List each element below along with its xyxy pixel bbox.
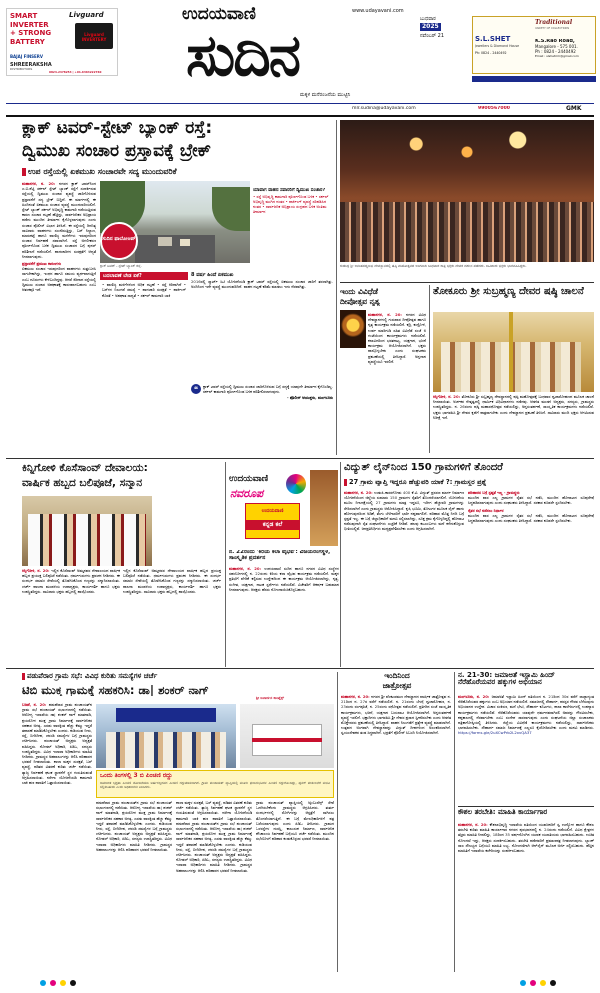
story1-body-text: ನಗರದ ಕ್ಲಾಕ್ ಟವರ್‌ನಿಂದ ಎ.ಬಿ.ಶೆಟ್ಟಿ ಸರ್ಕಲ್ ಸ್ಟೇಟ್ ಬ್ಯಾಂಕ್ ರಸ್ತೆಗೆ ಸಂಪರ್ಕಿಸುವ ರಸ್ತೆಯಲ್ಲಿ ದ್ವಿಮುಖ ಸಂಚಾರ ವ್ಯವಸ್ಥೆ ಜಾರಿಗೊಳಿಸುವ ಪ್ರಸ್ತಾವನೆಗೆ ಸದ್ಯ ಬ್ರೇಕ್ ಬಿದ್ದಿದೆ. ಈ ಮಾರ್ಗದಲ್ಲಿ ಈ ಹಿಂದಿನಂತೆ ಏಕಮುಖ ಸಂಚಾರ ವ್ಯವಸ್ಥೆ ಮುಂದುವರಿಯಲಿದೆ. ಸ್ಟೇಟ್ ಬ್ಯಾಂಕ್ ಸರ್ಕಲ್ ಅಭಿವೃದ್ಧಿ ಕಾಮಗಾರಿ ನಡೆಯುತ್ತಿರುವ ಕಾರಣ ಸಂಚಾರ ದಟ್ಟಣೆ ಹೆಚ್ಚಿದ್ದು, ಸಾರ್ವಜನಿಕರ ಅಭಿಪ್ರಾಯ ಪಡೆದು ಮುಂದಿನ ತೀರ್ಮಾನ ಕೈಗೊಳ್ಳಲಾಗುವುದು ಎಂದು ಸಂಚಾರ ಪೊಲೀಸ್ ವಿಭಾಗ ತಿಳಿಸಿದೆ. ಈ ರಸ್ತೆಯಲ್ಲಿ ದಿನನಿತ್ಯ ಸಾವಿರಾರು ವಾಹನಗಳು ಸಂಚರಿಸುತ್ತಿದ್ದು, ಬಸ್ ನಿಲ್ದಾಣ, ಮಾರುಕಟ್ಟೆ ಹಾಗೂ ವಾಣಿಜ್ಯ ಮಳಿಗೆಗಳು ಇರುವುದರಿಂದ ಸಂಚಾರ ನಿರ್ವಹಣೆ ಸವಾಲಾಗಿದೆ. ರಸ್ತೆ ಅಗಲೀಕರಣ ಪೂರ್ಣಗೊಂಡ ಬಳಿಕ ದ್ವಿಮುಖ ಸಂಚಾರದ ಬಗ್ಗೆ ಪುನರ್ ಪರಿಶೀಲನೆ ನಡೆಯಲಿದೆ. ಪಾದಚಾರಿಗಳ ಸುರಕ್ಷತೆಗೆ ಆದ್ಯತೆ ನೀಡಲಾಗುವುದು. (22, 181, 96, 259)
address-city: Mangalore - 575 001. (535, 44, 578, 49)
qa-title: ಯಾವಾಗ ವಾಹನ ಸವಾರರಿಗೆ ದ್ವಿಮುಖ ಸಂಚಾರ? (253, 188, 326, 193)
pension-body: ಸಾಮಾಜಿಕ ಭದ್ರತಾ ಪಿಂಚಣಿ ಯೋಜನೆಯಡಿ ಅರ್ಹರಲ್ಲದವರ ಪಿಂಚಣಿ ರದ್ದುಪಡಿಸಲಾಗಿದೆ. ಗ್ರಾಮ ಪಂಚಾಯತ್ ವ್ಯಾಪ್ತಿಯಲ್ಲಿ ಮೂರು ಫಲಾನುಭವಿಗಳ ಪಿಂಚಣಿ ರದ್ದುಗೊಂಡಿದ್ದು, ಪುನರ್ ಪರಿಶೀಲನೆಗೆ ಮನವಿ ಸಲ್ಲಿಸಬಹುದು ಎಂದು ಅಧಿಕಾರಿಗಳು ತಿಳಿಸಿದರು. (100, 780, 330, 789)
kinnigoli-photo (22, 496, 152, 566)
subhead-marker (344, 479, 347, 486)
gramasabha-body (22, 702, 92, 972)
temple-crowd-photo (340, 120, 594, 262)
section-rule (6, 668, 594, 669)
reg-mark (70, 980, 76, 986)
story1-headline-2: ದ್ವಿಮುಖ ಸಂಚಾರ ಪ್ರಸ್ತಾವಕ್ಕೆ ಬ್ರೇಕ್ (22, 143, 211, 161)
ambulance-stripe (252, 738, 322, 742)
masthead-tagline: ಮಕ್ಕಳ ಮನೆರಂಜನೆಯ ಮುಟ್ಟಿನಿ (300, 92, 351, 98)
story1-subsection: ಪ್ರಸ್ತಾವನೆಗೆ ಪ್ರಮುಖ ಕಾರಣಗಳು (22, 261, 62, 267)
subhead-text: ಉಪ ರಸ್ತೆಯಲ್ಲಿ ಏಕಮುಖ ಸಂಚಾರವೇ ಸದ್ಯ ಮುಂದುವರಿಕೆ (28, 167, 177, 176)
thokur-dateline: ಕಿನ್ನಿಗೋಳಿ, ನ. 20: (433, 394, 461, 399)
gramasabha-body-text-4: ಶಾಲಾ ಮಕ್ಕಳ ಸುರಕ್ಷತೆ, ಬಸ್ ವ್ಯವಸ್ಥೆ, ಪಡಿತರ ವಿತರಣೆ ಕುರಿತು ಚರ್ಚೆ ನಡೆಯಿತು. ತ್ಯಾಜ್ಯ ನಿರ್ವಹಣೆ ಘಟಕ ಸ್ಥಾಪನೆಗೆ ಸ್ಥಳ ಗುರುತಿಸುವಂತೆ ಆಗ್ರಹಿಸಲಾಯಿತು. ನರೇಗಾ ಯೋಜನೆಯಡಿ ಕಾಮಗಾರಿ ಬಾಕಿ ಹಣ ಪಾವತಿಗೆ ಒತ್ತಾಯಿಸಲಾಯಿತು. (176, 800, 252, 821)
address-email: Email : slshetmlr@gmail.com (535, 54, 579, 58)
dance-body (340, 312, 426, 452)
gramasabha-body-text-2: ಶಾಲಾ ಮಕ್ಕಳ ಸುರಕ್ಷತೆ, ಬಸ್ ವ್ಯವಸ್ಥೆ, ಪಡಿತರ ವಿತರಣೆ ಕುರಿತು ಚರ್ಚೆ ನಡೆಯಿತು. ತ್ಯಾಜ್ಯ ನಿರ್ವಹಣೆ ಘಟಕ ಸ್ಥಾಪನೆಗೆ ಸ್ಥಳ ಗುರುತಿಸುವಂತೆ ಆಗ್ರಹಿಸಲಾಯಿತು. ನರೇಗಾ ಯೋಜನೆಯಡಿ ಕಾಮಗಾರಿ ಬಾಕಿ ಹಣ ಪಾವತಿಗೆ ಒತ್ತಾಯಿಸಲಾಯಿತು. (22, 759, 92, 786)
ambulance-photo (240, 704, 334, 768)
quote-icon: ❝ (191, 384, 201, 394)
gramasabha-body-col2 (96, 800, 172, 972)
thokur-body (433, 394, 594, 454)
gramasabha-headline: ಟಿಬಿ ಮುಕ್ತ ಗ್ರಾಮಕ್ಕೆ ಸಹಕರಿಸಿ: ಡಾ| ಶಂಕರ್ ನಾಗ್ (22, 684, 209, 697)
navaroopa-udayavani: ಉದಯವಾಣಿ (229, 474, 269, 484)
jamaat-body (458, 694, 594, 804)
navaroopa-body-text: ಉದಯವಾಣಿ ಸುದಿನ ಹಾಗೂ ನಗರದ ವಿವಿಧ ಸಂಸ್ಥೆಗಳ ಸಹಯೋಗದಲ್ಲಿ ನ. 22ರಂದು ಕಿರಿಯ ಕಲಾ ವೈಭವ ಕಾರ್ಯಕ್ರಮ ನಡೆಯಲಿದೆ. ಮಕ್ಕಳ ಪ್ರತಿಭೆಗೆ ವೇದಿಕೆ ಕಲ್ಪಿಸುವ ಉದ್ದೇಶದಿಂದ ಈ ಕಾರ್ಯಕ್ರಮ ಆಯೋಜಿಸಲಾಗಿದ್ದು, ನೃತ್ಯ, ಸಂಗೀತ, ಯಕ್ಷಗಾನ, ನಾಟಕ ಸ್ಪರ್ಧೆಗಳು ನಡೆಯಲಿವೆ. ವಿಜೇತರಿಗೆ ಆಕರ್ಷಕ ಬಹುಮಾನ ನೀಡಲಾಗುವುದು. ಆಸಕ್ತರು ಹೆಸರು ನೋಂದಾಯಿಸಿಕೊಳ್ಳಬಹುದು. (229, 566, 339, 592)
jamaat-body-text: ಜಮಾಅತೆ ಇಸ್ಲಾಮಿ ಹಿಂದ್ ವತಿಯಿಂದ ನ. 21ರಿಂದ 30ರ ವರೆಗೆ ರಾಜ್ಯಾದ್ಯಂತ ನೆರೆಹೊರೆಯವರ ಹಕ್ಕುಗಳು ಎಂಬ ಅಭಿಯಾನ ನಡೆಯಲಿದೆ. ಸಮಾಜದಲ್ಲಿ ಸೌಹಾರ್ದ, ಪರಸ್ಪರ ಗೌರವ ಬೆಳೆಸುವುದು ಅಭಿಯಾನದ ಉದ್ದೇಶ. ವಿಚಾರ ಸಂಕಿರಣ, ಮನೆ ಭೇಟಿ, ಸೌಹಾರ್ದ ಕೂಟಗಳು, ಶಾಲಾ ಕಾಲೇಜುಗಳಲ್ಲಿ ಉಪನ್ಯಾಸ ಕಾರ್ಯಕ್ರಮಗಳು ನಡೆಯಲಿವೆ. ನೆರೆಹೊರೆಯವರು ಯಾವುದೇ ಧರ್ಮದವರಾಗಿರಲಿ ಅವರನ್ನು ಗೌರವಿಸಬೇಕು, ಕಷ್ಟಕಾಲದಲ್ಲಿ ನೆರವಾಗಬೇಕು ಎಂಬ ಸಂದೇಶ ಸಾರಲಾಗುವುದು ಎಂದು ಸಂಘಟನೆಯ ಜಿಲ್ಲಾ ಸಂಚಾಲಕರು ಪತ್ರಿಕಾಗೋಷ್ಠಿಯಲ್ಲಿ ತಿಳಿಸಿದರು. ಜಿಲ್ಲೆಯ ವಿವಿಧೆಡೆ ಕಾರ್ಯಕ್ರಮಗಳು ನಡೆಯಲಿದ್ದು, ಸಾರ್ವಜನಿಕರು ಭಾಗವಹಿಸಬೇಕು. ಸೌಹಾರ್ದ ಸಮಾಜ ನಿರ್ಮಾಣಕ್ಕೆ ಎಲ್ಲರೂ ಕೈಜೋಡಿಸಬೇಕು ಎಂದು ಮನವಿ ಮಾಡಿದರು. (458, 694, 594, 731)
gramasabha-body-text-3: ಪಡುಪೆರಾರ ಗ್ರಾಮ ಪಂಚಾಯತ್‌ನ ಗ್ರಾಮ ಸಭೆ ಪಂಚಾಯತ್ ಸಭಾಂಗಣದಲ್ಲಿ ನಡೆಯಿತು. ಆರೋಗ್ಯ ಇಲಾಖೆಯ ಡಾ| ಶಂಕರ್ ನಾಗ್ ಮಾತನಾಡಿ, ಕ್ಷಯರೋಗ ಮುಕ್ತ ಗ್ರಾಮ ನಿರ್ಮಾಣಕ್ಕೆ ಸಾರ್ವಜನಿಕರ ಸಹಕಾರ ಅಗತ್ಯ. ಎರಡು ವಾರಕ್ಕಿಂತ ಹೆಚ್ಚು ಕೆಮ್ಮು ಇದ್ದರೆ ತಪಾಸಣೆ ಮಾಡಿಸಿಕೊಳ್ಳಬೇಕು ಎಂದರು. ಕುಡಿಯುವ ನೀರು, ರಸ್ತೆ, ಬೀದಿದೀಪ, ಚರಂಡಿ ಸಮಸ್ಯೆಗಳ ಬಗ್ಗೆ ಗ್ರಾಮಸ್ಥರು ಚರ್ಚಿಸಿದರು. ಪಂಚಾಯತ್ ಅಧ್ಯಕ್ಷರು ಅಧ್ಯಕ್ಷತೆ ವಹಿಸಿದ್ದರು. ನೋಡಲ್ ಅಧಿಕಾರಿ, ಪಿಡಿಒ, ಸದಸ್ಯರು ಉಪಸ್ಥಿತರಿದ್ದರು. ವಿವಿಧ ಇಲಾಖಾ ಅಧಿಕಾರಿಗಳು ಮಾಹಿತಿ ನೀಡಿದರು. ಗ್ರಾಮಸ್ಥರ ಅಹವಾಲುಗಳನ್ನು ಆಲಿಸಿ ಪರಿಹಾರದ ಭರವಸೆ ನೀಡಲಾಯಿತು. (96, 800, 172, 852)
traditional-label: Traditional (535, 19, 573, 26)
story1-subhead (22, 167, 332, 179)
followup-badge-text: ಸುದಿನ ಫಾಲೋಅಪ್ (102, 236, 136, 242)
battery-image (75, 23, 113, 49)
masthead-title: ಸುದಿನ (186, 21, 299, 89)
tomorrow-headline-2: ಜಾತ್ರೋತ್ಸವ (382, 682, 412, 690)
vehicle-shape (158, 237, 172, 246)
ambulance-body (256, 800, 334, 972)
top-rule (6, 115, 594, 117)
kicker-marker (22, 673, 25, 680)
dance-dateline: ಮಹಾನಗರ, ನ. 20: (368, 312, 402, 317)
ad-slshet[interactable] (472, 16, 596, 74)
kinnigoli-body-text-2: ಇಲ್ಲಿನ ಕೊಸೆಸಾಂವ್ ಅಮ್ಮನವರ ದೇವಾಲಯದ ವಾರ್ಷಿಕ ಹಬ್ಬದ ಪ್ರಯುಕ್ತ ಬಲಿಪೂಜೆ ನಡೆಯಿತು. ಧರ್ಮಗುರುಗಳು ಪ್ರವಚನ ನೀಡಿದರು. ಈ ಸಂದರ್ಭ ಸಮಾಜ ಸೇವೆಯಲ್ಲಿ ತೊಡಗಿಸಿಕೊಂಡ ಗಣ್ಯರನ್ನು ಸನ್ಮಾನಿಸಲಾಯಿತು. ಚರ್ಚ್ ಪಾಲನಾ ಮಂಡಳಿಯ ಉಪಾಧ್ಯಕ್ಷರು, ಕಾರ್ಯದರ್ಶಿ ಹಾಗೂ ಭಕ್ತರು ಉಪಸ್ಥಿತರಿದ್ದರು. ಸಾವಿರಾರು ಭಕ್ತರು ಹಬ್ಬದಲ್ಲಿ ಪಾಲ್ಗೊಂಡರು. (123, 568, 221, 594)
subhead-marker (22, 168, 26, 176)
electric-sub2: ರೈತರ ಸಭೆ ನಡೆಸಲು ನಿರ್ಧಾರ (468, 507, 504, 513)
ad-line: + STRONG (10, 29, 52, 37)
vehicle-shape (180, 239, 190, 246)
gramasabha-dateline: ಬಜಪೆ, ನ. 20: (22, 702, 47, 707)
quote-by: - ಪೊಲೀಸ್ ಆಯುಕ್ತರು, ಮಂಗಳೂರು (286, 395, 333, 401)
box2-title: 8 ವರ್ಷ ಹಿಂದೆ ಏಕಮುಖ (191, 272, 234, 278)
electric-body-text-3: ಮುಂದಿನ ವಾರ ಎಲ್ಲ ಗ್ರಾಮಗಳ ರೈತರ ಸಭೆ ನಡೆಸಿ, ಮುಂದಿನ ಹೋರಾಟದ ರೂಪುರೇಷೆ ಸಿದ್ಧಪಡಿಸಲಾಗುವುದು ಎಂದು ಸಂಘಟಕರು ತಿಳಿಸಿದ್ದಾರೆ. ಸರಕಾರ ಕೂಡಲೇ ಸ್ಪಂದಿಸಬೇಕು. (468, 512, 594, 524)
story1-body2: ಏಕಮುಖ ಸಂಚಾರ ಇರುವುದರಿಂದ ವಾಹನಗಳು ಸುತ್ತುಬಳಸಿ ಸಾಗಬೇಕಾಗಿದ್ದು, ಇಂಧನ ಹಾಗೂ ಸಮಯ ವ್ಯರ್ಥವಾಗುತ್ತಿದೆ ಎಂಬ ದೂರುಗಳು ಕೇಳಿಬಂದಿದ್ದವು. ಆದರೆ ಕಿರಿದಾದ ರಸ್ತೆಯಲ್ಲಿ ದ್ವಿಮುಖ ಸಂಚಾರ ಅಪಘಾತಕ್ಕೆ ಕಾರಣವಾಗಬಹುದು ಎಂಬ ಆತಂಕವೂ ಇದೆ. (22, 266, 96, 293)
masthead-url[interactable]: www.udayavani.com (352, 8, 404, 14)
col-rule (429, 285, 430, 453)
story1-body (22, 181, 96, 451)
gramasabha-body-text-5: ಪಡುಪೆರಾರ ಗ್ರಾಮ ಪಂಚಾಯತ್‌ನ ಗ್ರಾಮ ಸಭೆ ಪಂಚಾಯತ್ ಸಭಾಂಗಣದಲ್ಲಿ ನಡೆಯಿತು. ಆರೋಗ್ಯ ಇಲಾಖೆಯ ಡಾ| ಶಂಕರ್ ನಾಗ್ ಮಾತನಾಡಿ, ಕ್ಷಯರೋಗ ಮುಕ್ತ ಗ್ರಾಮ ನಿರ್ಮಾಣಕ್ಕೆ ಸಾರ್ವಜನಿಕರ ಸಹಕಾರ ಅಗತ್ಯ. ಎರಡು ವಾರಕ್ಕಿಂತ ಹೆಚ್ಚು ಕೆಮ್ಮು ಇದ್ದರೆ ತಪಾಸಣೆ ಮಾಡಿಸಿಕೊಳ್ಳಬೇಕು ಎಂದರು. ಕುಡಿಯುವ ನೀರು, ರಸ್ತೆ, ಬೀದಿದೀಪ, ಚರಂಡಿ ಸಮಸ್ಯೆಗಳ ಬಗ್ಗೆ ಗ್ರಾಮಸ್ಥರು ಚರ್ಚಿಸಿದರು. ಪಂಚಾಯತ್ ಅಧ್ಯಕ್ಷರು ಅಧ್ಯಕ್ಷತೆ ವಹಿಸಿದ್ದರು. ನೋಡಲ್ ಅಧಿಕಾರಿ, ಪಿಡಿಒ, ಸದಸ್ಯರು ಉಪಸ್ಥಿತರಿದ್ದರು. ವಿವಿಧ ಇಲಾಖಾ ಅಧಿಕಾರಿಗಳು ಮಾಹಿತಿ ನೀಡಿದರು. ಗ್ರಾಮಸ್ಥರ ಅಹವಾಲುಗಳನ್ನು ಆಲಿಸಿ ಪರಿಹಾರದ ಭರವಸೆ ನೀಡಲಾಯಿತು. (176, 820, 252, 873)
badge-title: ಉದಯವಾಣಿ (261, 508, 284, 514)
registration-marks (0, 980, 600, 988)
slshet-phone: Ph: 0824 - 2440492 (475, 51, 507, 55)
date-block (420, 16, 468, 88)
banner-shape (116, 708, 216, 722)
reg-mark (40, 980, 46, 986)
electric-headline-1: ವಿದ್ಯುತ್ ಲೈನ್‌ನಿಂದ 150 ಗ್ರಾಮಗಳಿಗೆ ತೊಂದರೆ (344, 463, 503, 473)
kinnigoli-headline-1: ಕಿನ್ನಿಗೋಳಿ ಕೊಸೆಸಾಂವ್ ದೇವಾಲಯ: (22, 463, 148, 474)
reg-mark (520, 980, 526, 986)
navaroopa-dateline: ಮಹಾನಗರ, ನ. 20: (229, 566, 262, 571)
workshop-dateline: ಮಹಾನಗರ, ನ. 20: (458, 822, 488, 827)
ad-inverter[interactable] (6, 8, 118, 76)
followup-badge (100, 222, 138, 260)
battery-label: Livguard INVERTERY (81, 32, 107, 42)
kicker-text: ಪಡುಪೆರಾರ ಗ್ರಾಮ ಸಭೆ: ವಿವಿಧ ಕುರಿತು ಸಮಸ್ಯೆಗಳ ಚರ್ಚೆ (27, 672, 158, 680)
electric-headline-2 (344, 478, 594, 486)
story1-headline-1: ಕ್ಲಾಕ್ ಟವರ್-ಸ್ಟೇಟ್ ಬ್ಯಾಂಕ್ ರಸ್ತೆ: (22, 120, 213, 138)
ad-inverter-headline (10, 12, 66, 52)
thokur-photo (433, 312, 594, 392)
slshet-strip (472, 76, 596, 82)
box1 (100, 272, 188, 420)
colour-wheel-icon (286, 474, 306, 494)
quote-text: ಕ್ಲಾಕ್ ಟವರ್ ರಸ್ತೆಯಲ್ಲಿ ದ್ವಿಮುಖ ಸಂಚಾರ ಜಾರಿಗೊಳಿಸುವ ಬಗ್ಗೆ ಸದ್ಯಕ್ಕೆ ಯಾವುದೇ ತೀರ್ಮಾನ ಕೈಗೊಂಡಿಲ್ಲ. ಸರ್ಕಲ್ ಕಾಮಗಾರಿ ಪೂರ್ಣಗೊಂಡ ಬಳಿಕ ಪರಿಶೀಲಿಸಲಾಗುವುದು. (203, 384, 333, 395)
electric-sub1: ಪರಿಹಾರದ ಬಗ್ಗೆ ಸ್ಪಷ್ಟತೆ ಇಲ್ಲ - ಗ್ರಾಮಸ್ಥರು (468, 490, 520, 495)
kinnigoli-body-text: ಇಲ್ಲಿನ ಕೊಸೆಸಾಂವ್ ಅಮ್ಮನವರ ದೇವಾಲಯದ ವಾರ್ಷಿಕ ಹಬ್ಬದ ಪ್ರಯುಕ್ತ ಬಲಿಪೂಜೆ ನಡೆಯಿತು. ಧರ್ಮಗುರುಗಳು ಪ್ರವಚನ ನೀಡಿದರು. ಈ ಸಂದರ್ಭ ಸಮಾಜ ಸೇವೆಯಲ್ಲಿ ತೊಡಗಿಸಿಕೊಂಡ ಗಣ್ಯರನ್ನು ಸನ್ಮಾನಿಸಲಾಯಿತು. ಚರ್ಚ್ ಪಾಲನಾ ಮಂಡಳಿಯ ಉಪಾಧ್ಯಕ್ಷರು, ಕಾರ್ಯದರ್ಶಿ ಹಾಗೂ ಭಕ್ತರು ಉಪಸ್ಥಿತರಿದ್ದರು. ಸಾವಿರಾರು ಭಕ್ತರು ಹಬ್ಬದಲ್ಲಿ ಪಾಲ್ಗೊಂಡರು. (22, 568, 120, 594)
electric-dateline: ಮಹಾನಗರ, ನ. 20: (344, 490, 373, 495)
pension-strip (96, 770, 334, 798)
date-issue: ನವೆಂಬರ್ 21 (420, 32, 445, 39)
section-rule (6, 458, 594, 459)
dealer-sub: DISTRIBUTORS (10, 68, 33, 71)
col-rule (454, 672, 455, 972)
electric-body-text-2: ಮುಂದಿನ ವಾರ ಎಲ್ಲ ಗ್ರಾಮಗಳ ರೈತರ ಸಭೆ ನಡೆಸಿ, ಮುಂದಿನ ಹೋರಾಟದ ರೂಪುರೇಷೆ ಸಿದ್ಧಪಡಿಸಲಾಗುವುದು ಎಂದು ಸಂಘಟಕರು ತಿಳಿಸಿದ್ದಾರೆ. ಸರಕಾರ ಕೂಡಲೇ ಸ್ಪಂದಿಸಬೇಕು. (468, 495, 594, 506)
electric-headline-2-text: 27 ಗ್ರಾಮ ವ್ಯಾಪ್ತಿ ಇದ್ದರೂ ಹೆಚ್ಚುವರಿ ಯಾಕೆ ?: ಗ್ರಾಮಸ್ಥರ ಪ್ರಶ್ನೆ (349, 478, 487, 486)
crowd-shape (340, 202, 594, 262)
traditional-sub: VARIETY OF COLLECTIONS (535, 27, 570, 30)
lights-shape (340, 128, 594, 168)
workshop-headline: ಕೌಶಲ ತರಬೇತಿ: ಮಾಹಿತಿ ಕಾರ್ಯಾಗಾರ (458, 809, 548, 816)
col-rule (225, 462, 226, 667)
story1-qa (253, 188, 333, 262)
road-shape (135, 235, 215, 263)
dance-headline-2: ದೀಪೋತ್ಸವ ನೃತ್ಯ (340, 298, 380, 306)
slshet-sub: Jewellers & Diamond House (475, 44, 520, 48)
gramasabha-body-col3 (176, 800, 252, 972)
rule (340, 282, 594, 283)
dealer-name: SHREERAKSHA (10, 62, 52, 68)
address-phone: Ph : 0824 - 2440492 (535, 49, 576, 54)
box1-title: ಬದಲಾವಣೆ ಬೇಡ ಏಕೆ? (100, 272, 188, 280)
kinnigoli-dateline: ಕಿನ್ನಿಗೋಳಿ, ನ. 20: (22, 568, 50, 573)
kinnigoli-body (22, 568, 120, 660)
temple-photo-caption: ಕುಡುಪು ಶ್ರೀ ಅನಂತಪದ್ಮನಾಭ ದೇವಸ್ಥಾನದಲ್ಲಿ ಷಷ್ಠಿ ಮಹೋತ್ಸವದ ಅಂಗವಾಗಿ ಬುಧವಾರ ರಾತ್ರಿ ಭಕ್ತರು ದೇವರ ದರ್ಶನ ಪಡೆದರು. ಸಾವಿರಾರು ಭಕ್ತರು ಭಾಗವಹಿಸಿದ್ದರು. (340, 264, 527, 268)
tree-shape (212, 187, 250, 231)
story1-dateline: ಮಹಾನಗರ, ನ. 20: (22, 181, 56, 186)
people-shape (106, 732, 226, 768)
workshop-body-text-2: ನೋಂದಣಿಗಾಗಿ ಆನ್‌ಲೈನ್ ಮೂಲಕ ಅರ್ಜಿ ಸಲ್ಲಿಸಬಹುದು. ಹೆಚ್ಚಿನ ಮಾಹಿತಿಗೆ ಇಲಾಖೆಯ ಕಚೇರಿಯನ್ನು ಸಂಪರ್ಕಿಸಬಹುದು. (458, 842, 594, 854)
gramasabha-kicker (22, 672, 332, 681)
jamaat-link[interactable]: https://forms.gle/2uXCwPrb2L2xvQA37 (458, 730, 532, 736)
col-rule (337, 672, 338, 972)
box2-body: 2016ರಲ್ಲಿ ಸ್ಮಾರ್ಟ್ ಸಿಟಿ ಯೋಜನೆಯಡಿ ಕ್ಲಾಕ್ ಟವರ್ ರಸ್ತೆಯಲ್ಲಿ ಏಕಮುಖ ಸಂಚಾರ ಜಾರಿಗೆ ತರಲಾಗಿತ್ತು. ಅಂದಿನಿಂದ ಇದೇ ವ್ಯವಸ್ಥೆ ಮುಂದುವರಿದಿದೆ. ವಾಹನ ದಟ್ಟಣೆ ಕಡಿಮೆ ಮಾಡಲು ಇದು ನೆರವಾಗಿತ್ತು. (191, 279, 333, 290)
address-block (535, 39, 595, 59)
gramasabha-photo (96, 704, 236, 768)
tomorrow-dateline: ಮಹಾನಗರ, ನ. 20: (341, 694, 370, 699)
workshop-body (458, 822, 594, 972)
col-rule (336, 120, 337, 455)
bajaj-logo: BAJAJ FINSERV (10, 54, 43, 59)
thokur-body-text: ತೋಕೂರು ಶ್ರೀ ಸುಬ್ರಹ್ಮಣ್ಯ ದೇವಸ್ಥಾನದಲ್ಲಿ ಷಷ್ಠಿ ಮಹೋತ್ಸವಕ್ಕೆ ಬುಧವಾರ ಧ್ವಜಾರೋಹಣದ ಮೂಲಕ ಚಾಲನೆ ನೀಡಲಾಯಿತು. ಅರ್ಚಕರ ನೇತೃತ್ವದಲ್ಲಿ ಧಾರ್ಮಿಕ ವಿಧಿವಿಧಾನಗಳು ನಡೆದವು. ಆಡಳಿತ ಮಂಡಳಿ ಅಧ್ಯಕ್ಷರು, ಸದಸ್ಯರು, ಗ್ರಾಮಸ್ಥರು ಉಪಸ್ಥಿತರಿದ್ದರು. ನ. 26ರಂದು ಷಷ್ಠಿ ಮಹಾರಥೋತ್ಸವ ನಡೆಯಲಿದ್ದು, ಅನ್ನಸಂತರ್ಪಣೆ, ಸಾಂಸ್ಕೃತಿಕ ಕಾರ್ಯಕ್ರಮಗಳು ನಡೆಯಲಿವೆ. ಭಕ್ತರು ಭಾಗವಹಿಸಿ ಶ್ರೀ ದೇವರ ಕೃಪೆಗೆ ಪಾತ್ರರಾಗಬೇಕು ಎಂದು ದೇವಸ್ಥಾನದ ಪ್ರಕಟಣೆ ತಿಳಿಸಿದೆ. ಸಾವಿರಾರು ಮಂದಿ ಭಕ್ತರು ಆಗಮಿಸುವ ನಿರೀಕ್ಷೆ ಇದೆ. (433, 394, 594, 420)
date-day: ಬುಧವಾರ (420, 16, 436, 22)
electric-body-text: ಉಡುಪಿ-ಕಾಸರಗೋಡು 400 ಕೆ.ವಿ. ವಿದ್ಯುತ್ ಪ್ರಸರಣ ಮಾರ್ಗ ನಿರ್ಮಾಣ ಯೋಜನೆಯಿಂದ ಜಿಲ್ಲೆಯ ಸುಮಾರು 150 ಗ್ರಾಮಗಳ ರೈತರಿಗೆ ತೊಂದರೆಯಾಗಲಿದೆ. ಯೋಜನೆಯ ಮೂಲ ನೀಲನಕ್ಷೆಯಲ್ಲಿ 27 ಗ್ರಾಮಗಳು ಮಾತ್ರ ಇದ್ದರೂ, ಇದೀಗ ಹೆಚ್ಚುವರಿ ಗ್ರಾಮಗಳನ್ನು ಸೇರಿಸಲಾಗಿದೆ ಎಂದು ಗ್ರಾಮಸ್ಥರು ಆರೋಪಿಸಿದ್ದಾರೆ. ಕೃಷಿ ಭೂಮಿ, ತೋಟಗಳ ಮೂಲಕ ಲೈನ್ ಹಾದು ಹೋಗುವುದರಿಂದ ಅಡಿಕೆ, ತೆಂಗು ಬೆಳೆಗಾರರಿಗೆ ಭಾರೀ ನಷ್ಟವಾಗಲಿದೆ. ಪರಿಹಾರ ಮೊತ್ತ ನಿಗದಿ ಬಗ್ಗೆ ಸ್ಪಷ್ಟತೆ ಇಲ್ಲ. ಈ ಬಗ್ಗೆ ಜಿಲ್ಲಾಧಿಕಾರಿಗೆ ಮನವಿ ಸಲ್ಲಿಸಲಾಗಿದ್ದು, ಸೂಕ್ತ ಕ್ರಮ ಕೈಗೊಳ್ಳದಿದ್ದಲ್ಲಿ ಹೋರಾಟ ನಡೆಸುವುದಾಗಿ ರೈತ ಸಂಘಟನೆಗಳು ಎಚ್ಚರಿಕೆ ನೀಡಿವೆ. ಹಲವು ಕುಟುಂಬಗಳು ಮನೆ ಕಳೆದುಕೊಳ್ಳುವ ಭೀತಿಯಲ್ಲಿವೆ. ಜನಪ್ರತಿನಿಧಿಗಳು ಮಧ್ಯಪ್ರವೇಶಿಸಬೇಕು ಎಂದು ಆಗ್ರಹಿಸಲಾಗಿದೆ. (344, 490, 464, 532)
people-shape (28, 514, 146, 566)
box2 (191, 272, 333, 382)
dealer-phone: 0824-2478254 | +91-6364222760 (49, 71, 102, 74)
tomorrow-body-text: ನಗರದ ಶ್ರೀ ವೆಂಕಟರಮಣ ದೇವಸ್ಥಾನದ ವಾರ್ಷಿಕ ಜಾತ್ರೋತ್ಸವ ನ. 21ರಿಂದ ನ. 27ರ ವರೆಗೆ ನಡೆಯಲಿದೆ. ನ. 21ರಂದು ಬೆಳಗ್ಗೆ ಧ್ವಜಾರೋಹಣ, ನ. 23ರಂದು ರಂಗಪೂಜೆ, ನ. 25ರಂದು ರಥೋತ್ಸವ ನಡೆಯಲಿದೆ. ಪ್ರತೀದಿನ ಸಂಜೆ ಸಾಂಸ್ಕೃತಿಕ ಕಾರ್ಯಕ್ರಮಗಳು, ಭಜನೆ, ಯಕ್ಷಗಾನ ಬಯಲಾಟ ಆಯೋಜಿಸಲಾಗಿದೆ. ಅನ್ನಸಂತರ್ಪಣೆ ವ್ಯವಸ್ಥೆ ಇರಲಿದೆ. ಭಕ್ತಾದಿಗಳು ಭಾಗವಹಿಸಿ ಶ್ರೀ ದೇವರ ಪ್ರಸಾದ ಸ್ವೀಕರಿಸಬೇಕು ಎಂದು ಆಡಳಿತ ಮೊಕ್ತೇಸರರು ಪ್ರಕಟಣೆಯಲ್ಲಿ ತಿಳಿಸಿದ್ದಾರೆ. ವಾಹನ ನಿಲುಗಡೆಗೆ ಪ್ರತ್ಯೇಕ ವ್ಯವಸ್ಥೆ ಮಾಡಲಾಗಿದೆ. ಉತ್ಸವದ ಅಂಗವಾಗಿ ದೇವಸ್ಥಾನವನ್ನು ವಿದ್ಯುತ್ ದೀಪಗಳಿಂದ ಅಲಂಕರಿಸಲಾಗಿದೆ. ಸ್ವಯಂಸೇವಕರ ತಂಡ ಸಿದ್ಧವಾಗಿದೆ. ಭದ್ರತೆಗೆ ಪೊಲೀಸ್ ಸಿಬಂದಿ ನಿಯೋಜಿಸಲಾಗಿದೆ. (341, 694, 451, 736)
ad-brand: Livguard (69, 11, 104, 19)
dance-headline-1: ಇಂದು ವಿವಿಧೆಡೆ (340, 288, 378, 296)
reg-mark (530, 980, 536, 986)
reg-mark (60, 980, 66, 986)
kinnigoli-body-col2 (123, 568, 221, 660)
badge-sub: ಕನ್ನಡ ಕಲೆ (246, 520, 299, 530)
reg-mark (540, 980, 546, 986)
navaroopa-photo (310, 470, 338, 546)
masthead-email[interactable]: mlr.sudina@udayavani.com (352, 106, 416, 111)
quote-box (191, 384, 333, 452)
rule (458, 806, 594, 807)
jamaat-headline: ನ. 21-30: ಜಮಾಅತೆ ಇಸ್ಲಾಮಿ ಹಿಂದ್ ನೆರೆಹೊರೆಯವರ ಹಕ್ಕುಗಳ ಅಭಿಯಾನ (458, 672, 555, 687)
electric-body (344, 490, 464, 666)
navaroopa-headline: ನ. 22ರಂದು 'ಕಿರಿಯ ಕಲಾ ವೈಭವ': ವಿಜಯರಂಗಸ್ಥಳ, ಸಾಂಸ್ಕೃತಿಕ ಪ್ರದರ್ಶನ (229, 550, 331, 561)
story1-photo-caption: ಕ್ಲಾಕ್ ಟವರ್ - ಸ್ಟೇಟ್ ಬ್ಯಾಂಕ್ ರಸ್ತೆ. (100, 264, 142, 268)
ad-line: SMART (10, 12, 38, 20)
masthead-phone[interactable]: 9900567000 (478, 106, 510, 111)
reg-mark (550, 980, 556, 986)
date-year: 2025 (422, 23, 439, 31)
jamaat-dateline: ಮಂಗಳೂರು, ನ. 20: (458, 694, 490, 699)
slshet-logo: S.L.SHET (475, 35, 511, 43)
ambulance-kicker: ಶ್ರೀ ಜನಾರ್ದನ ಕಾಂಪ್ಲೆಕ್ಸ್ (256, 696, 285, 700)
navaroopa-logo: ನವರೂಪ (230, 487, 264, 500)
electric-body-col2 (468, 490, 594, 666)
reg-mark (50, 980, 56, 986)
qa-body: • ರಸ್ತೆ ಅಭಿವೃದ್ಧಿ ಕಾಮಗಾರಿ ಪೂರ್ಣಗೊಂಡ ಬಳಿಕ • ಸರ್ಕಲ್ ಅಭಿವೃದ್ಧಿ ಮುಗಿದ ನಂತರ • ಪಾರ್ಕಿಂಗ್ ವ್ಯವಸ್ಥೆ ಸರಿಪಡಿಸಿದ ನಂತರ • ಸಾರ್ವಜನಿಕ ಅಭಿಪ್ರಾಯ ಸಂಗ್ರಹದ ಬಳಿಕ ಅಂತಿಮ ತೀರ್ಮಾನ (253, 193, 329, 214)
box1-body: • ವಾಣಿಜ್ಯ ಮಳಿಗೆಗಳಿಂದ ಅಧಿಕ ದಟ್ಟಣೆ • ರಸ್ತೆ ಕಿರಿದಾಗಿದೆ • ಬಸ್‌ಗಳ ನಿಲುಗಡೆ ಸಮಸ್ಯೆ • ಪಾದಚಾರಿ ಸುರಕ್ಷತೆ • ಪಾರ್ಕಿಂಗ್ ಕೊರತೆ • ಅಪಘಾತ ಸಾಧ್ಯತೆ • ಸರ್ಕಲ್ ಕಾಮಗಾರಿ ಬಾಕಿ (102, 282, 186, 298)
col-rule (340, 462, 341, 667)
tomorrow-headline-1: ಇಂದಿನಿಂದ (384, 672, 410, 680)
ad-line: INVERTER (10, 20, 49, 29)
edition-code: GMK (566, 105, 582, 112)
address-line: K.S.Rao Road, (535, 39, 575, 44)
thokur-headline: ತೋಕೂರು ಶ್ರೀ ಸುಬ್ರಹ್ಮಣ್ಯ ದೇವರ ಷಷ್ಠಿ ಚಾಲನೆ (433, 287, 584, 297)
dance-body-text: ನಗರದ ವಿವಿಧ ದೇವಸ್ಥಾನಗಳಲ್ಲಿ ಗುರುವಾರ ದೀಪೋತ್ಸವ ಹಾಗೂ ನೃತ್ಯ ಕಾರ್ಯಕ್ರಮ ನಡೆಯಲಿದೆ. ಕದ್ರಿ, ಕುದ್ರೋಳಿ, ಉರ್ವ ಮಾರಿಗುಡಿ ಸಹಿತ ವಿವಿಧೆಡೆ ಸಂಜೆ 6 ಗಂಟೆಯಿಂದ ಕಾರ್ಯಕ್ರಮಗಳು ನಡೆಯಲಿವೆ. ಕಲಾವಿದರಿಂದ ಭರತನಾಟ್ಯ, ಯಕ್ಷಗಾನ, ಭಜನೆ ಕಾರ್ಯಕ್ರಮ ಆಯೋಜಿಸಲಾಗಿದೆ. ಭಕ್ತರು ಪಾಲ್ಗೊಳ್ಳಬೇಕು ಎಂದು ಸಂಘಟಕರು ಪ್ರಕಟಣೆಯಲ್ಲಿ ತಿಳಿಸಿದ್ದಾರೆ. ಅನ್ನದಾನ ವ್ಯವಸ್ಥೆಯೂ ಇರಲಿದೆ. (368, 312, 426, 364)
ad-line: BATTERY (10, 37, 45, 46)
navaroopa-body (229, 566, 339, 664)
navaroopa-badge (245, 503, 300, 539)
tomorrow-body (341, 694, 451, 974)
masthead-udayavani: ಉದಯವಾಣಿ (182, 4, 256, 24)
pension-headline: ಒಂದು ತಿಂಗಳಲ್ಲಿ 3 ಬಿ ಪಿಂಚಣಿ ರದ್ದು (100, 772, 173, 779)
kinnigoli-headline-2: ವಾರ್ಷಿಕ ಹಬ್ಬದ ಬಲಿಪೂಜೆ, ಸನ್ಮಾನ (22, 478, 143, 489)
ambulance-body-text: ಗ್ರಾಮ ಪಂಚಾಯತ್ ವ್ಯಾಪ್ತಿಯಲ್ಲಿ ಆ್ಯಂಬುಲೆನ್ಸ್ ಸೇವೆ ಒದಗಿಸಬೇಕೆಂದು ಗ್ರಾಮಸ್ಥರು ಆಗ್ರಹಿಸಿದರು. ತುರ್ತು ಸಂದರ್ಭಗಳಲ್ಲಿ ರೋಗಿಗಳನ್ನು ಆಸ್ಪತ್ರೆಗೆ ಸಾಗಿಸಲು ತೊಂದರೆಯಾಗುತ್ತಿದೆ. ಈ ಬಗ್ಗೆ ಮೇಲಧಿಕಾರಿಗಳಿಗೆ ಪತ್ರ ಬರೆಯಲಾಗುವುದು ಎಂದು ಪಿಡಿಒ ತಿಳಿಸಿದರು. ಗ್ರಾಮದ ಒಳರಸ್ತೆಗಳ ದುರಸ್ತಿ, ಕಾಲುಸಂಕ ನಿರ್ಮಾಣ, ಸಾರ್ವಜನಿಕ ಶೌಚಾಲಯ ನಿರ್ವಹಣೆ ಬಗ್ಗೆಯೂ ಚರ್ಚೆ ನಡೆಯಿತು. ಮುಂದಿನ ಸಭೆಯೊಳಗೆ ಪರಿಹಾರ ಕಂಡುಕೊಳ್ಳುವ ಭರವಸೆ ನೀಡಲಾಯಿತು. (256, 800, 334, 842)
workshop-body-text: ಕೌಶಲಾಭಿವೃದ್ಧಿ ಇಲಾಖೆಯ ವತಿಯಿಂದ ಯುವಜನರಿಗೆ ಸ್ವ ಉದ್ಯೋಗ ಹಾಗೂ ಕೌಶಲ ತರಬೇತಿ ಕುರಿತು ಮಾಹಿತಿ ಕಾರ್ಯಾಗಾರ ನಗರದ ಪುರಭವನದಲ್ಲಿ ನ. 24ರಂದು ನಡೆಯಲಿದೆ. ವಿವಿಧ ಕ್ಷೇತ್ರಗಳ ತಜ್ಞರು ಮಾಹಿತಿ ನೀಡಲಿದ್ದು, 18ರಿಂದ 35 ವರ್ಷದೊಳಗಿನ ಯುವಕ ಯುವತಿಯರು ಭಾಗವಹಿಸಬಹುದು. ಉಚಿತ ನೋಂದಣಿ ಇದ್ದು, ಆಸಕ್ತರು ಸಂಪರ್ಕಿಸಬಹುದು. ತರಬೇತಿ ಪಡೆದವರಿಗೆ ಪ್ರಮಾಣಪತ್ರ ನೀಡಲಾಗುವುದು. ಬ್ಯಾಂಕ್ ಸಾಲ ಸೌಲಭ್ಯದ ಬಗ್ಗೆಯೂ ಮಾಹಿತಿ ಲಭ್ಯ. (458, 822, 594, 848)
masthead-divider (6, 103, 594, 104)
flag-pole-shape (509, 312, 513, 392)
gramasabha-body-text: ಪಡುಪೆರಾರ ಗ್ರಾಮ ಪಂಚಾಯತ್‌ನ ಗ್ರಾಮ ಸಭೆ ಪಂಚಾಯತ್ ಸಭಾಂಗಣದಲ್ಲಿ ನಡೆಯಿತು. ಆರೋಗ್ಯ ಇಲಾಖೆಯ ಡಾ| ಶಂಕರ್ ನಾಗ್ ಮಾತನಾಡಿ, ಕ್ಷಯರೋಗ ಮುಕ್ತ ಗ್ರಾಮ ನಿರ್ಮಾಣಕ್ಕೆ ಸಾರ್ವಜನಿಕರ ಸಹಕಾರ ಅಗತ್ಯ. ಎರಡು ವಾರಕ್ಕಿಂತ ಹೆಚ್ಚು ಕೆಮ್ಮು ಇದ್ದರೆ ತಪಾಸಣೆ ಮಾಡಿಸಿಕೊಳ್ಳಬೇಕು ಎಂದರು. ಕುಡಿಯುವ ನೀರು, ರಸ್ತೆ, ಬೀದಿದೀಪ, ಚರಂಡಿ ಸಮಸ್ಯೆಗಳ ಬಗ್ಗೆ ಗ್ರಾಮಸ್ಥರು ಚರ್ಚಿಸಿದರು. ಪಂಚಾಯತ್ ಅಧ್ಯಕ್ಷರು ಅಧ್ಯಕ್ಷತೆ ವಹಿಸಿದ್ದರು. ನೋಡಲ್ ಅಧಿಕಾರಿ, ಪಿಡಿಒ, ಸದಸ್ಯರು ಉಪಸ್ಥಿತರಿದ್ದರು. ವಿವಿಧ ಇಲಾಖಾ ಅಧಿಕಾರಿಗಳು ಮಾಹಿತಿ ನೀಡಿದರು. ಗ್ರಾಮಸ್ಥರ ಅಹವಾಲುಗಳನ್ನು ಆಲಿಸಿ ಪರಿಹಾರದ ಭರವಸೆ ನೀಡಲಾಯಿತು. (22, 702, 92, 765)
